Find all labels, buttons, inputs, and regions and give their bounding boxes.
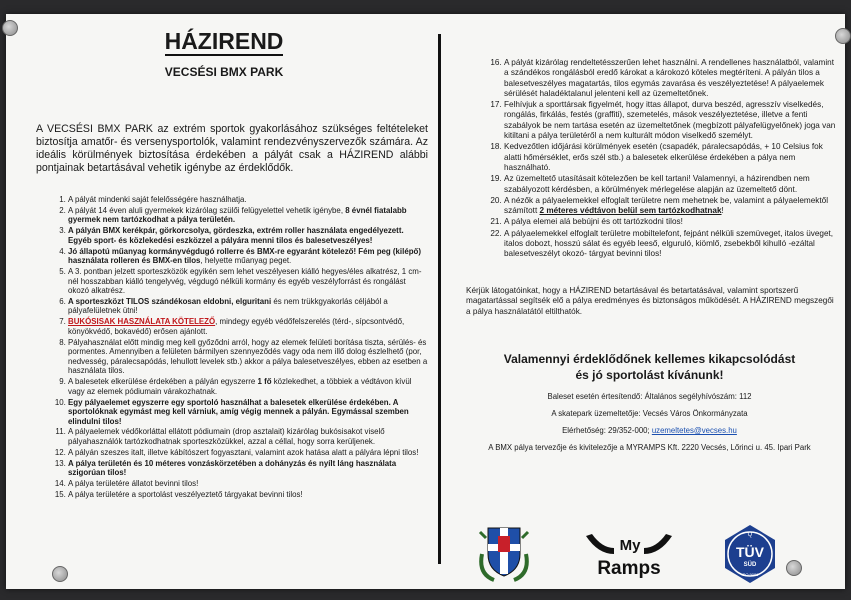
screw-bottom-right: [786, 560, 802, 576]
rule-text-underline: 2 méteres védtávon belül sem tartózkodhatnak: [539, 206, 722, 216]
tuv-sub-text: SÜD: [743, 562, 757, 568]
wish-line-1: Valamennyi érdeklődőnek kellemes kikapcsolódást: [503, 352, 796, 367]
rule-item: [68, 490, 428, 500]
rule-text-text: Pályahasználat előtt mindig meg kell győződni arról, hogy az elemek felületi borítása tiszta, sérülés- és pormentes. Amennyiben a felületen bármilyen szennyeződés vagy oda nem illő dolog észlelhető (por, nedvesség, páralecsapódás, lehullott levelek stb.) akkor a pálya balesetveszélyes, ebben az esetben a használata tilos.: [68, 337, 428, 376]
rule-item: [68, 398, 428, 427]
rule-item: [504, 196, 837, 217]
page-title: [20, 28, 428, 55]
rule-item: [68, 448, 428, 458]
rule-text-text: és nem trükkgyakorlás céljából a pályafelületnek ütni!: [68, 296, 388, 316]
contact-email-link[interactable]: uzemeltetes@vecses.hu: [651, 426, 737, 436]
tuv-iso-text: ISO 9001: [741, 572, 759, 577]
myramps-bottom-text: Ramps: [597, 558, 661, 579]
rule-text-text2: közlekedhet, a többiek a védtávon kívül vagy az elemek pódiumain várakozhatnak.: [68, 377, 412, 396]
rule-item: [68, 377, 428, 396]
rule-text-text: A pálya területére állatot bevinni tilos!: [68, 479, 199, 489]
rule-item: [504, 229, 837, 260]
contact-text: [462, 425, 837, 436]
contact-prefix: Elérhetőség: 29/352-000;: [562, 426, 652, 436]
rule-item: [68, 247, 428, 266]
rules-board: [6, 14, 845, 589]
emergency-text: Baleset esetén értesítendő: Általános segélyhívószám: 112: [547, 392, 752, 402]
page-subtitle: VECSÉSI BMX PARK: [164, 65, 284, 79]
rule-item: [68, 267, 428, 296]
intro-paragraph: A VECSÉSI BMX PARK az extrém sportok gyakorlásához szükséges feltételeket biztosítja amatőr- és versenysportolók, valamint rendezvényszervezők számára. Az ideális körülmények biztosítása érdekében a pályát csak a HÁZIREND alábbi pontjainak betartásával vehetik igénybe az érdeklődők.: [36, 123, 428, 174]
rule-text-text: Az üzemeltető utasításait kötelezően be kell tartani! Valamennyi, a házirendben nem szabályozott kérdésben, a körülmények mérlegelése alapján az üzemeltető dönt.: [504, 174, 810, 194]
rule-item: [504, 142, 837, 173]
rule-item: [68, 427, 428, 446]
rule-text-text: A pályát 14 éven aluli gyermekek kizárólag szülői felügyelettel vehetik igénybe,: [68, 205, 346, 215]
rule-text-bold: Jó állapotú műanyag kormányvégdugó rollerre és BMX-re egyaránt kötelező! Fém peg (kilépő) használata rolleren és BMX-en tilos: [68, 246, 421, 266]
rule-text-text: A pályaelemek védőkorláttal ellátott pódiumain (drop asztalait) kizárólag bukósisakot viselő pályahasználók tartózkodhatnak sporteszközükkel, azzal a céllal, hogy sorra kerüljenek.: [68, 427, 385, 446]
rule-item: [504, 174, 837, 195]
rule-text-text: Felhívjuk a sporttársak figyelmét, hogy ittas állapot, durva beszéd, agresszív viselkedés, rongálás, firkálás, festés (graffiti), szemetelés, mások veszélyeztetése, illetve a fenti szabályok be nem tartása esetén az üzemeltetőnek (megbízott pályafelügyelőnek) joga van kitiltani a pálya területéről a nem kulturált módon viselkedő személyt.: [504, 100, 836, 141]
rule-text-text: A pálya területére a sportolást veszélyeztető tárgyakat bevinni tilos!: [68, 489, 303, 499]
myramps-ramp-icon: [584, 530, 674, 580]
rule-text-text: , helyette műanyag peget.: [200, 256, 292, 266]
rule-text-text: A pályát mindenki saját felelősségére használhatja.: [68, 195, 247, 204]
rule-text-text: , mindegy egyéb védőfelszerelés (térd-, sípcsontvédő, könyökvédő, bokavédő) erősen ajánlott.: [68, 317, 405, 336]
rule-item: [68, 317, 428, 336]
rule-text-bold: A pályán BMX kerékpár, görkorcsolya, gördeszka, extrém roller használata engedélyezett. Egyéb sport- és közlekedési eszközzel a pályára menni tilos és balesetveszélyes!: [68, 226, 404, 245]
rules-list-right: [452, 58, 837, 260]
tuv-q-text: Q: [747, 532, 753, 538]
rule-item: [68, 338, 428, 376]
rule-item: [504, 217, 837, 227]
rule-text-bold: Egy pályaelemet egyszerre egy sportoló használhat a balesetek elkerülése érdekében. A sportolóknak egymást meg kell várniuk, amíg végig mennek a pályán. Egymással szemben elindulni tilos!: [68, 397, 409, 426]
designer-text: A BMX pálya tervezője és kivitelezője a MYRAMPS Kft. 2220 Vecsés, Lőrinci u. 45. Ipari Park: [488, 443, 811, 453]
screw-bottom-left: [52, 566, 68, 582]
title-text: HÁZIREND: [164, 28, 284, 54]
rule-item: [68, 479, 428, 489]
rule-text-text: A pályaelemekkel elfoglalt területre mobiltelefont, fejpánt nélküli szemüveget, italos üveget, italos dobozt, hosszú sálat és egyéb leeső, elguruló, kiömlő, zsebekből kihulló -ezáltal balesetveszélyt okozó- tárgyat bevinni tilos!: [504, 228, 834, 259]
rule-text-bold: A pálya területén és 10 méteres vonzáskörzetében a dohányzás és nyílt láng használata szigorúan tilos!: [68, 458, 397, 478]
left-column: [20, 28, 428, 501]
rules-list-left: [20, 195, 428, 499]
rule-text-text2: !: [721, 206, 724, 216]
wish-message: [462, 351, 837, 383]
rule-item: [68, 195, 428, 205]
rule-text-text: A pályán szeszes italt, illetve kábítószert fogyasztani, valamint azok hatása alatt a pályára lépni tilos!: [68, 447, 419, 457]
rule-text-text: Kedvezőtlen időjárási körülmények esetén (csapadék, páralecsapódás, + 10 Celsius fok alatti hőmérséklet, erős szél stb.) a balesetek elkerülése érdekében a pálya nem használható.: [504, 142, 823, 172]
rule-text-text: A 3. pontban jelzett sporteszközök egyikén sem lehet veszélyesen kiálló hegyes/éles alkatrész, 1 cm-nél hosszabban kiálló tengelyvég, végdugó nélküli kormány és egyéb veszélyforrást és rongálást okozó alkatrész.: [68, 267, 422, 296]
rule-text-bold: A sporteszközt TILOS szándékosan eldobni, elguritani: [68, 296, 272, 306]
rule-item: [68, 297, 428, 316]
tuv-sud-badge-icon: [720, 524, 780, 584]
screw-top-right: [835, 28, 851, 44]
screw-top-left: [2, 20, 18, 36]
rule-text-bold: 1 fő: [257, 377, 272, 387]
rule-item: [68, 206, 428, 225]
rule-text-text: A pályát kizárólag rendeltetésszerűen lehet használni. A rendellenes használatból, valamint a szándékos rongálásból eredő károkat a károkozó köteles megtéríteni. A pályán tilos a balesetveszélyes magatartás, tilos egymás zavarása és veszélyeztetése! A pályaelemek sérülését haladéktalanul jelenteni kell az üzemeltetőnek.: [504, 58, 834, 98]
right-column: [452, 58, 837, 459]
rule-item: [504, 58, 837, 99]
closing-paragraph: Kérjük látogatóinkat, hogy a HÁZIREND betartásával és betartatásával, valamint sportszerű magatartással segítsék elő a pálya eredményes és biztonságos működését. A HÁZIREND megszegői a pálya használatától eltilthatók.: [466, 285, 834, 316]
tuv-main-text: TÜV: [736, 544, 764, 560]
info-block: [462, 391, 837, 453]
myramps-top-text: My: [619, 537, 641, 554]
rule-text-bold: 8 évnél fiatalabb gyermek nem tartózkodhat a pálya területén.: [68, 205, 407, 225]
rule-text-text: A pálya elemei alá bebújni és ott tartózkodni tilos!: [504, 217, 683, 227]
myramps-logo: [584, 530, 674, 580]
rule-item: [68, 459, 428, 478]
rule-text-red: BUKÓSISAK HASZNÁLATA KÖTELEZŐ: [68, 317, 216, 327]
center-divider: [438, 34, 441, 564]
rule-item: [68, 226, 428, 245]
rule-item: [504, 100, 837, 141]
rule-text-text: A balesetek elkerülése érdekében a pályán egyszerre: [68, 377, 258, 387]
operator-text: A skatepark üzemeltetője: Vecsés Város Önkormányzata: [551, 409, 748, 419]
rule-text-text: A nézők a pályaelemekkel elfoglalt területre nem mehetnek be, valamint a pályaelemektől számított: [504, 195, 829, 216]
wish-line-2: és jó sportolást kívánunk!: [575, 368, 724, 383]
vecses-crest-icon: [476, 524, 532, 582]
logo-row: [476, 524, 816, 586]
